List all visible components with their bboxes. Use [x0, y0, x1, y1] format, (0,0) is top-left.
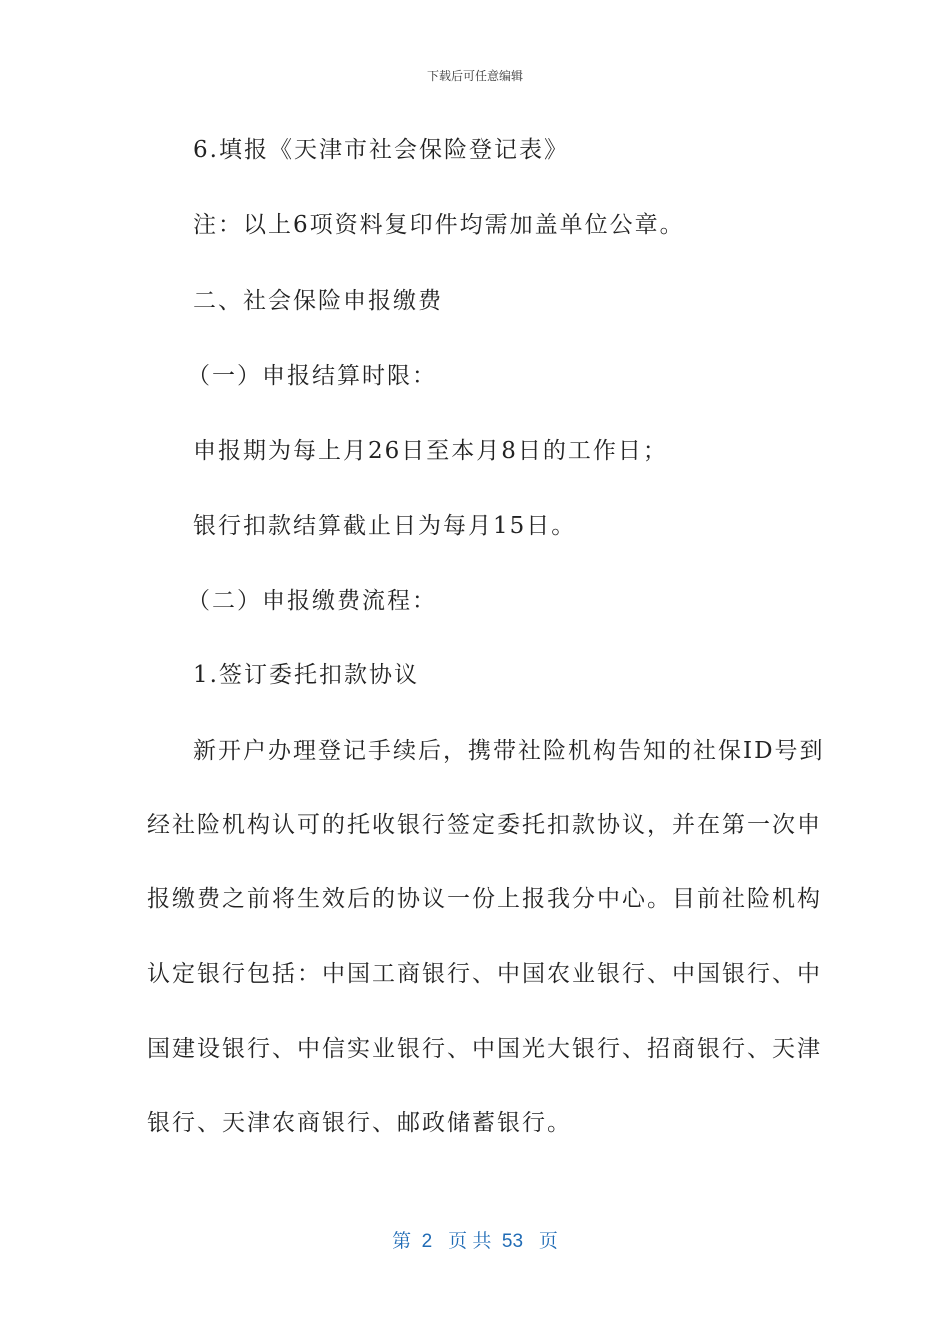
item-6-line: 6.填报《天津市社会保险登记表》 [193, 137, 569, 163]
paragraph-line-6: 银行、天津农商银行、邮政储蓄银行。 [147, 1110, 572, 1136]
subsection-2-heading: （二）申报缴费流程： [187, 588, 437, 614]
deduction-deadline-line: 银行扣款结算截止日为每月15日。 [193, 513, 577, 539]
paragraph-line-3: 报缴费之前将生效后的协议一份上报我分中心。目前社险机构 [147, 886, 822, 912]
paragraph-line-5: 国建设银行、中信实业银行、中国光大银行、招商银行、天津 [147, 1036, 822, 1062]
step-1-heading: 1.签订委托扣款协议 [193, 662, 419, 688]
subsection-1-heading: （一）申报结算时限： [187, 363, 437, 389]
download-note-header: 下载后可任意编辑 [426, 69, 523, 83]
paragraph-line-4: 认定银行包括：中国工商银行、中国农业银行、中国银行、中 [147, 961, 822, 987]
page-number-footer: 第 2 页 共 53 页 [392, 1231, 558, 1252]
paragraph-line-1: 新开户办理登记手续后，携带社险机构告知的社保ID号到 [193, 738, 825, 764]
note-line: 注：以上6项资料复印件均需加盖单位公章。 [193, 212, 685, 238]
section-heading: 二、社会保险申报缴费 [193, 288, 443, 314]
declaration-period-line: 申报期为每上月26日至本月8日的工作日； [193, 438, 668, 464]
paragraph-line-2: 经社险机构认可的托收银行签定委托扣款协议，并在第一次申 [147, 812, 822, 838]
